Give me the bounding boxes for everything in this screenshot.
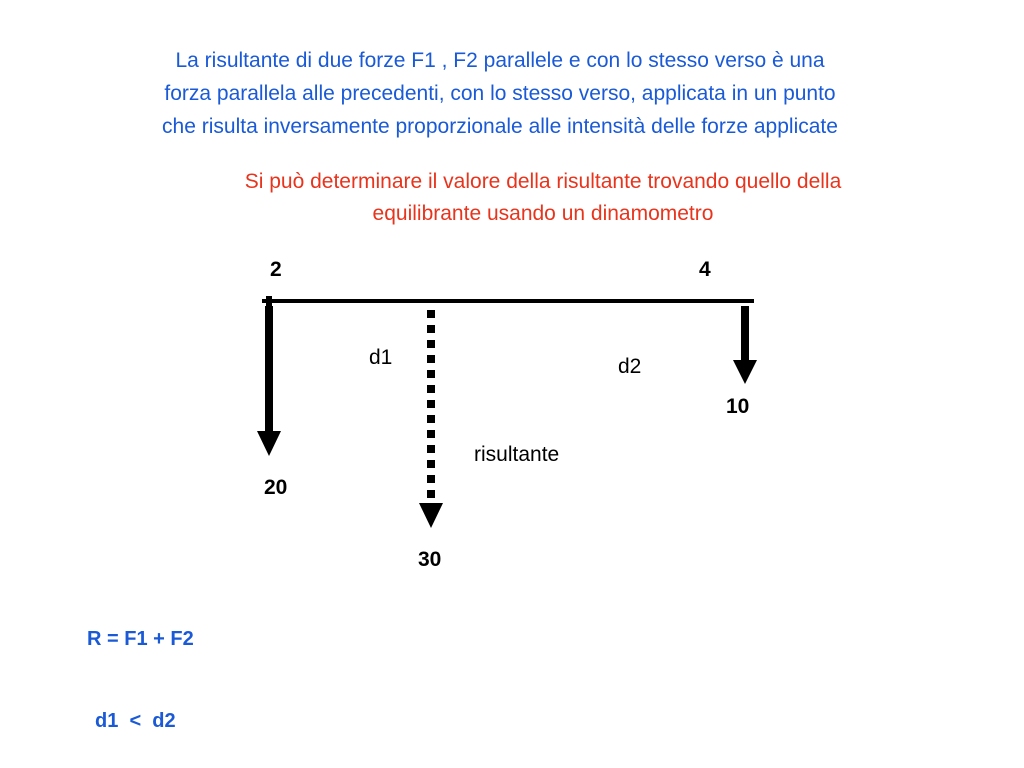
left-top-label: 2 xyxy=(270,258,282,281)
right-top-label: 4 xyxy=(699,258,711,281)
left-force-arrow-head xyxy=(257,431,281,456)
distance-inequality: d1 < d2 xyxy=(95,710,176,732)
intro-line-2: forza parallela alle precedenti, con lo stesso verso, applicata in un punto xyxy=(164,82,836,105)
note-line-1: Si può determinare il valore della risultante trovando quello della xyxy=(244,170,842,193)
resultant-sum-formula: R = F1 + F2 xyxy=(87,628,194,650)
resultant-arrow-head xyxy=(419,503,443,528)
resultant-value: 30 xyxy=(418,548,442,571)
right-force-value: 10 xyxy=(726,395,750,418)
intro-line-1: La risultante di due forze F1 , F2 parallele e con lo stesso verso è una xyxy=(175,49,825,72)
note-line-2: equilibrante usando un dinamometro xyxy=(372,202,714,225)
resultant-label: risultante xyxy=(474,443,560,466)
intro-line-3: che risulta inversamente proporzionale alle intensità delle forze applicate xyxy=(162,115,838,138)
d1-label: d1 xyxy=(369,346,393,369)
right-force-arrow-head xyxy=(733,360,757,384)
d2-label: d2 xyxy=(618,355,642,378)
left-force-value: 20 xyxy=(264,476,288,499)
